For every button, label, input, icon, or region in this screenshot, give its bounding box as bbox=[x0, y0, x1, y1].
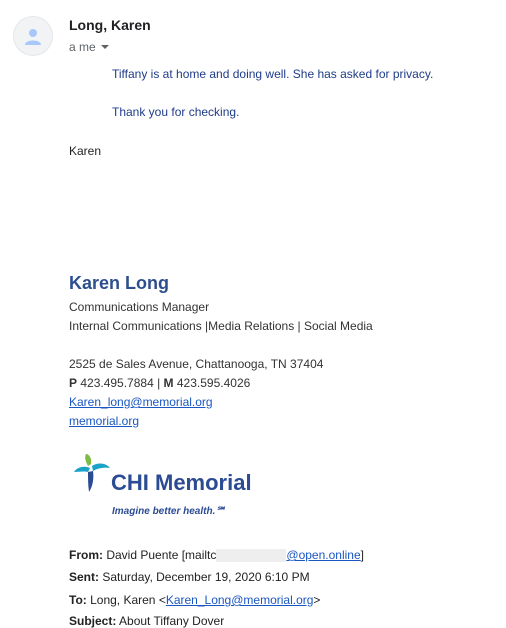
mobile-number: 423.595.4026 bbox=[173, 376, 251, 390]
from-email-link[interactable]: @open.online bbox=[286, 548, 361, 562]
subject-value: About Tiffany Dover bbox=[116, 614, 225, 628]
signature-name: Karen Long bbox=[69, 273, 170, 293]
redaction-block bbox=[216, 549, 286, 562]
logo-tagline: Imagine better health.℠ bbox=[112, 506, 226, 517]
sign-off: Karen bbox=[69, 144, 102, 158]
cross-mark-icon bbox=[72, 452, 112, 494]
signature-phones bbox=[69, 376, 250, 390]
sent-value: Saturday, December 19, 2020 6:10 PM bbox=[99, 570, 310, 584]
to-value: Long, Karen < bbox=[86, 593, 166, 607]
to-label: To: bbox=[69, 593, 87, 607]
to-email-link[interactable]: Karen_Long@memorial.org bbox=[165, 593, 314, 607]
to-close: > bbox=[313, 593, 321, 607]
phone-number: 423.495.7884 | bbox=[77, 376, 164, 390]
signature-website-link[interactable]: memorial.org bbox=[69, 414, 140, 428]
quoted-text-line: Tiffany is at home and doing well. She has asked for privacy. bbox=[112, 67, 434, 81]
sent-label: Sent: bbox=[69, 570, 99, 584]
logo-wordmark: CHI Memorial bbox=[111, 470, 252, 495]
from-close: ] bbox=[360, 548, 364, 562]
signature-email-row bbox=[69, 395, 213, 409]
forwarded-from bbox=[69, 548, 364, 562]
recipient-label: a me bbox=[69, 40, 96, 54]
sender-name[interactable]: Long, Karen bbox=[69, 17, 151, 33]
person-icon bbox=[23, 26, 43, 46]
signature-website-row bbox=[69, 414, 139, 428]
forwarded-to bbox=[69, 593, 320, 607]
signature-address: 2525 de Sales Avenue, Chattanooga, TN 37404 bbox=[69, 357, 324, 371]
from-value: David Puente [mailtc bbox=[103, 548, 217, 562]
chevron-down-icon[interactable] bbox=[100, 44, 110, 50]
from-label: From: bbox=[69, 548, 103, 562]
forwarded-subject bbox=[69, 614, 224, 628]
subject-label: Subject: bbox=[69, 614, 117, 628]
signature-department: Internal Communications |Media Relations | Social Media bbox=[69, 319, 373, 333]
avatar[interactable] bbox=[13, 16, 53, 56]
forwarded-sent bbox=[69, 570, 310, 584]
recipient-details[interactable] bbox=[69, 40, 110, 54]
signature-email-link[interactable]: Karen_long@memorial.org bbox=[69, 395, 213, 409]
signature-title: Communications Manager bbox=[69, 300, 210, 314]
quoted-text-line: Thank you for checking. bbox=[112, 105, 240, 119]
phone-label: P bbox=[69, 376, 78, 390]
mobile-label: M bbox=[163, 376, 174, 390]
